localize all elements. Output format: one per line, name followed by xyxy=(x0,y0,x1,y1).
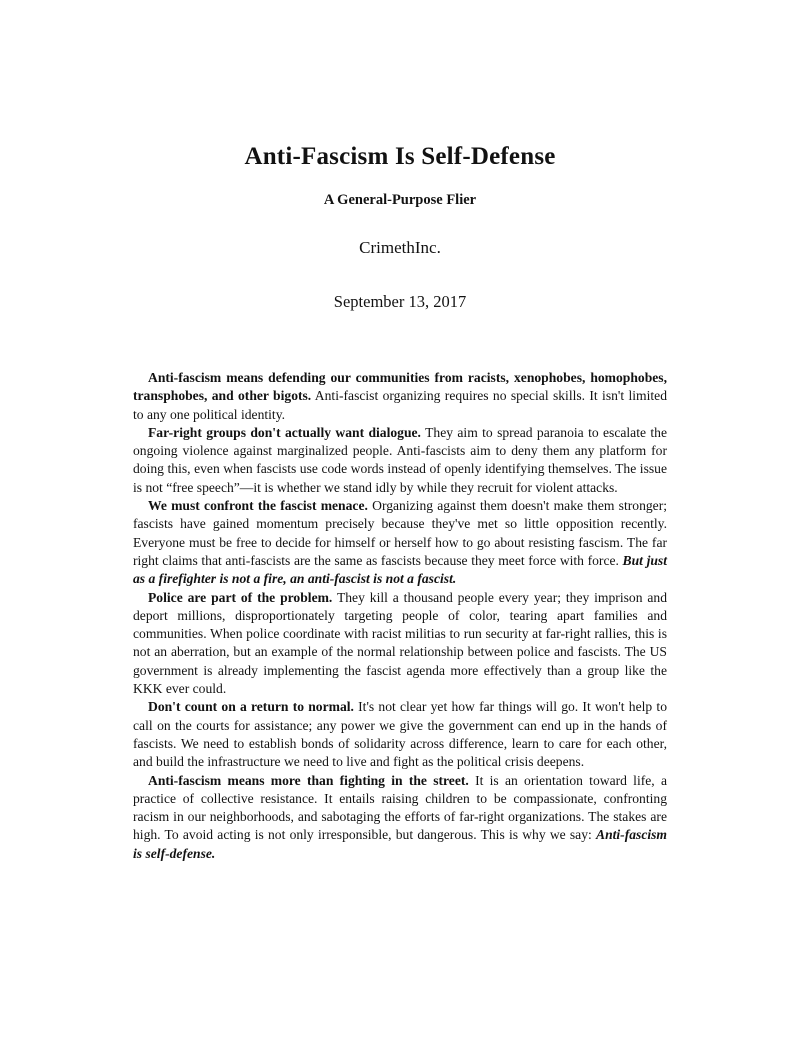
paragraph-lead: Far-right groups don't actually want dialogue. xyxy=(148,424,421,440)
paragraph-text: It's not clear yet how far things will go. It won't help to call on the courts for assistance; any power we give the government can end up in the hands of fascists. We need to establish bonds of solidarity across difference, learn to care for each other, and build the infrastructure we need to live and fight as the political crisis deepens. xyxy=(133,699,667,770)
paragraph-lead: Police are part of the problem. xyxy=(148,589,333,605)
paragraph-police-are-part xyxy=(133,589,667,699)
paragraph-text: Organizing against them doesn't make them stronger; fascists have gained momentum precisely because they've met so little opposition recently. Everyone must be free to decide for himself or herself how to go about resisting fascism. The far right claims that anti-fascists are the same as fascists because they meet force with force. xyxy=(133,498,668,568)
paragraph-text: They kill a thousand people every year; they imprison and deport millions, disproportionately targeting people of color, tearing apart families and communities. When police coordinate with racist militias to run security at far-right rallies, this is not an aberration, but an example of the normal relationship between police and fascists. The US government is already implementing the fascist agenda more effectively than a group like the KKK ever could. xyxy=(133,589,667,697)
paragraph-text: It is an orientation toward life, a practice of collective resistance. It entails raising children to be compassionate, confronting racism in our neighborhoods, and sabotaging the efforts of far-right organizations. The stakes are high. To avoid acting is not only irresponsible, but dangerous. This is why we say: xyxy=(133,772,667,843)
paragraph-emphasis: But just as a firefighter is not a fire, an anti-fascist is not a fascist. xyxy=(133,552,667,587)
document-body xyxy=(133,369,667,863)
document-title: Anti-Fascism Is Self-Defense xyxy=(244,143,556,170)
paragraph-dont-count-on-normal xyxy=(133,698,667,771)
paragraph-anti-fascism-means-defending xyxy=(133,369,667,424)
document-content xyxy=(133,143,667,863)
paragraph-lead: Anti-fascism means defending our communities from racists, xenophobes, homophobes, transphobes, and other bigots. xyxy=(133,370,667,404)
paragraph-confront-fascist-menace xyxy=(133,497,667,588)
paragraph-lead: Anti-fascism means more than fighting in the street. xyxy=(148,772,469,788)
paragraph-more-than-fighting xyxy=(133,772,667,863)
paragraph-text: Anti-fascist organizing requires no special skills. It isn't limited to any one political identity. xyxy=(133,388,667,422)
document-date: September 13, 2017 xyxy=(333,292,467,311)
paragraph-text: They aim to spread paranoia to escalate the ongoing violence against marginalized people. Anti-fascists aim to deny them any platform for doing this, even when fascists use code words instead of openly identifying themselves. The issue is not “free speech”—it is whether we stand idly by while they recruit for violent attacks. xyxy=(133,424,668,495)
paragraph-emphasis: Anti-fascism is self-defense. xyxy=(133,827,667,861)
document-subtitle: A General-Purpose Flier xyxy=(323,192,477,208)
paragraph-far-right-groups xyxy=(133,424,667,497)
document-author: CrimethInc. xyxy=(359,238,441,257)
paragraph-lead: Don't count on a return to normal. xyxy=(148,699,354,715)
paragraph-lead: We must confront the fascist menace. xyxy=(148,498,368,514)
